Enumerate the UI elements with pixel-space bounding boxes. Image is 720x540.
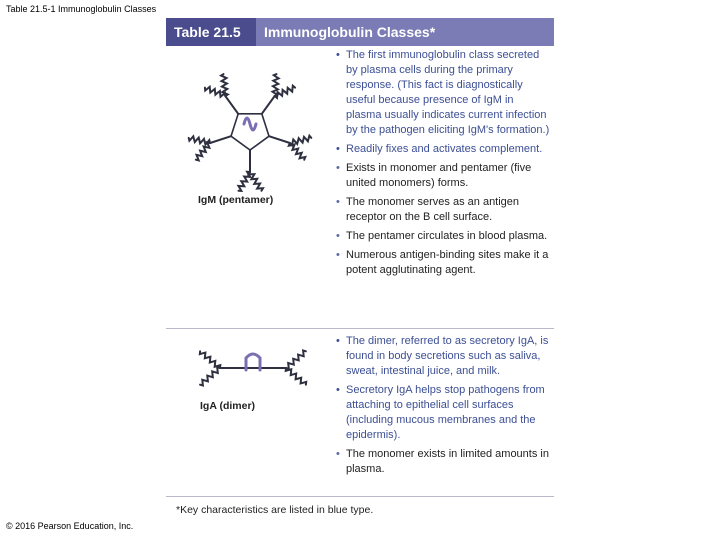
igm-characteristics xyxy=(336,48,550,282)
iga-label: IgA (dimer) xyxy=(200,400,256,412)
igm-monomer-3-stem xyxy=(210,136,231,143)
list-item: • Exists in monomer and pentamer (five united monomers) forms. xyxy=(336,161,550,191)
table-bottom-rule xyxy=(166,496,554,497)
igm-monomer-4-stem xyxy=(225,96,238,114)
igm-monomer-1-arm-1 xyxy=(289,143,306,160)
iga-monomer-1-arm-0 xyxy=(286,351,306,369)
igm-monomer-3-arm-1 xyxy=(189,136,210,144)
igm-monomer-2-arm-0 xyxy=(249,172,264,191)
list-item: • The monomer exists in limited amounts in plasma. xyxy=(336,447,550,477)
list-item: • The dimer, referred to as secretory IgA, is found in body secretions such as saliva, sweat, intestinal juice, and milk. xyxy=(336,334,550,379)
copyright: © 2016 Pearson Education, Inc. xyxy=(6,521,134,531)
slide-title: Table 21.5-1 Immunoglobulin Classes xyxy=(6,4,157,14)
iga-characteristics xyxy=(336,334,550,481)
list-item: • The monomer serves as an antigen receptor on the B cell surface. xyxy=(336,195,550,225)
table-footnote: *Key characteristics are listed in blue type. xyxy=(176,504,374,516)
table-title: Immunoglobulin Classes* xyxy=(264,24,436,40)
immunoglobulin-table xyxy=(166,18,554,516)
iga-monomer-0-arm-0 xyxy=(200,367,220,385)
list-item: • Numerous antigen-binding sites make it a potent agglutinating agent. xyxy=(336,248,550,278)
table-number: Table 21.5 xyxy=(166,18,256,46)
igm-j-chain xyxy=(244,118,256,130)
igm-monomer-4-arm-1 xyxy=(221,74,228,96)
igm-label: IgM (pentamer) xyxy=(198,194,274,206)
igm-monomer-3-arm-0 xyxy=(196,142,210,160)
iga-monomer-0-arm-1 xyxy=(200,351,221,368)
row-divider xyxy=(166,328,554,329)
table-header xyxy=(166,18,554,46)
igm-pentamer-diagram xyxy=(168,50,332,198)
list-item: • Secretory IgA helps stop pathogens from attaching to epithelial cell surfaces (including mucous membranes and the epidermis). xyxy=(336,383,550,443)
list-item: • The first immunoglobulin class secreted by plasma cells during the primary response. (This fact is diagnostically useful because presence of IgM in plasma usually indicates current infection by the pathogen eliciting IgM's formation.) xyxy=(336,48,550,138)
igm-monomer-0-stem xyxy=(262,96,275,114)
igm-monomer-0-arm-1 xyxy=(275,86,295,98)
igm-core-ring xyxy=(231,114,269,150)
iga-dimer-diagram xyxy=(188,340,318,392)
igm-monomer-2-arm-1 xyxy=(238,172,250,191)
list-item: • Readily fixes and activates complement. xyxy=(336,142,550,157)
iga-monomer-1-arm-1 xyxy=(286,368,307,385)
list-item: • The pentamer circulates in blood plasma. xyxy=(336,229,550,244)
igm-monomer-1-stem xyxy=(269,136,290,143)
